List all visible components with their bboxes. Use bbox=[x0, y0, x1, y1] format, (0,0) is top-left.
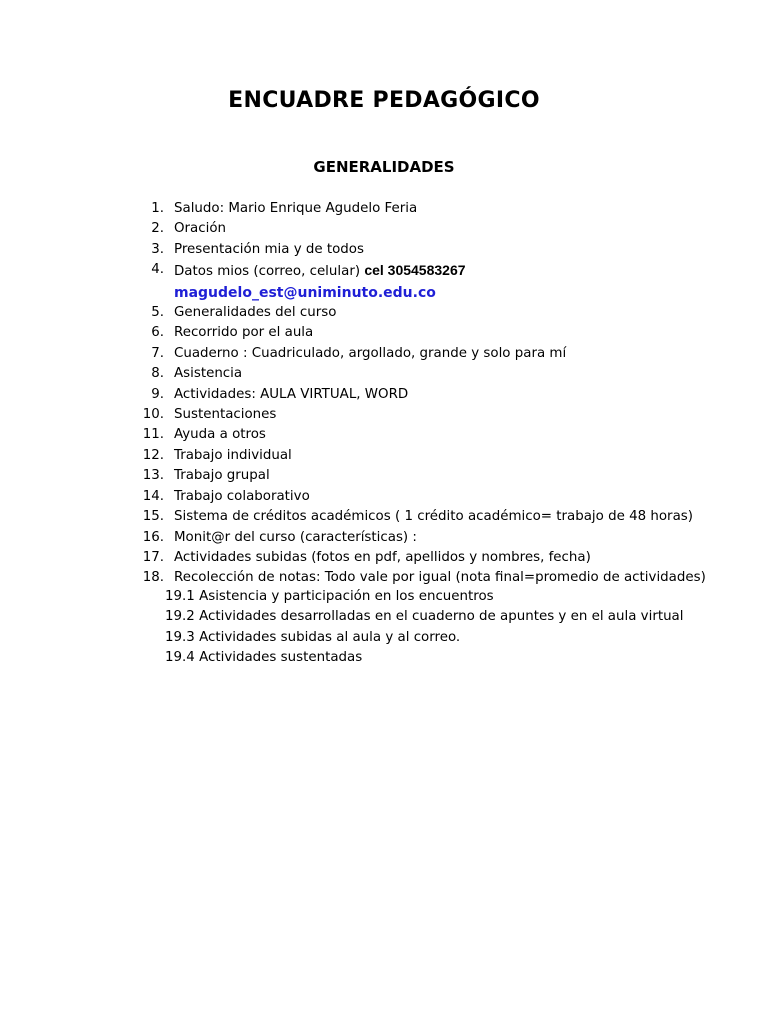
item-text: Recolección de notas: Todo vale por igual (nota final=promedio de actividades) bbox=[174, 570, 706, 586]
list-item bbox=[140, 425, 740, 445]
sub-list bbox=[165, 587, 684, 669]
item-text: Monit@r del curso (características) : bbox=[174, 529, 417, 545]
item-text: Saludo: Mario Enrique Agudelo Feria bbox=[174, 201, 418, 216]
item-number: 16. bbox=[142, 529, 164, 545]
sub-list-item: 19.4 Actividades sustentadas bbox=[165, 650, 363, 666]
item-text: Ayuda a otros bbox=[174, 427, 266, 443]
item-text: Asistencia bbox=[174, 366, 243, 382]
item-text: Trabajo individual bbox=[174, 447, 292, 463]
section-heading: GENERALIDADES bbox=[313, 158, 455, 176]
list-item bbox=[140, 487, 740, 507]
list-item bbox=[140, 323, 740, 343]
phone-number: cel 3054583267 bbox=[364, 262, 466, 279]
list-item bbox=[140, 446, 740, 466]
item-text: Sustentaciones bbox=[174, 407, 277, 423]
item-text: Actividades subidas (fotos en pdf, apellidos y nombres, fecha) bbox=[174, 549, 591, 565]
item-number: 14. bbox=[142, 488, 164, 504]
item-number: 13. bbox=[142, 468, 164, 484]
item-number: 11. bbox=[142, 427, 164, 443]
item-number: 15. bbox=[142, 509, 164, 525]
item-text: Trabajo colaborativo bbox=[174, 488, 310, 504]
sub-list-item: 19.2 Actividades desarrolladas en el cuaderno de apuntes y en el aula virtual bbox=[165, 609, 684, 625]
item-text: Sistema de créditos académicos ( 1 crédito académico= trabajo de 48 horas) bbox=[174, 509, 693, 525]
item-number: 17. bbox=[142, 549, 164, 565]
item-text: Oración bbox=[174, 221, 227, 237]
list-item bbox=[140, 466, 740, 486]
item-number: 3. bbox=[151, 241, 164, 257]
sub-list-item: 19.1 Asistencia y participación en los encuentros bbox=[165, 589, 494, 604]
list-item bbox=[140, 507, 740, 527]
list-item bbox=[140, 528, 740, 548]
item-text: Trabajo grupal bbox=[174, 468, 270, 484]
item-text: Datos mios (correo, celular) bbox=[174, 264, 365, 280]
item-number: 6. bbox=[151, 325, 164, 341]
sub-list-item: 19.3 Actividades subidas al aula y al correo. bbox=[165, 629, 461, 645]
list-item bbox=[140, 303, 740, 323]
item-number: 4. bbox=[151, 262, 164, 278]
list-item bbox=[140, 219, 740, 239]
item-number: 9. bbox=[151, 386, 164, 402]
list-item bbox=[140, 199, 740, 219]
item-number: 2. bbox=[151, 221, 164, 237]
item-text: Actividades: AULA VIRTUAL, WORD bbox=[174, 386, 409, 402]
item-number: 18. bbox=[142, 570, 164, 586]
list-item bbox=[140, 385, 740, 405]
list-item bbox=[140, 344, 740, 364]
item-text: Cuaderno : Cuadriculado, argollado, grande y solo para mí bbox=[174, 345, 567, 361]
item-number: 7. bbox=[151, 345, 164, 361]
list-item bbox=[140, 405, 740, 425]
list-item bbox=[140, 240, 740, 260]
email-link[interactable]: magudelo_est@uniminuto.edu.co bbox=[174, 284, 436, 301]
item-number: 5. bbox=[151, 305, 164, 321]
item-text: Generalidades del curso bbox=[174, 305, 337, 321]
item-text: Presentación mia y de todos bbox=[174, 241, 364, 257]
item-number: 12. bbox=[142, 447, 164, 463]
list-item bbox=[140, 548, 740, 568]
list-item bbox=[140, 260, 740, 303]
document-title: ENCUADRE PEDAGÓGICO bbox=[228, 88, 540, 113]
item-text: Recorrido por el aula bbox=[174, 325, 314, 341]
list-item bbox=[140, 568, 740, 588]
item-number: 10. bbox=[142, 407, 164, 423]
agenda-list bbox=[140, 199, 740, 589]
item-number: 1. bbox=[151, 201, 164, 216]
list-item bbox=[140, 364, 740, 384]
item-number: 8. bbox=[151, 366, 164, 382]
